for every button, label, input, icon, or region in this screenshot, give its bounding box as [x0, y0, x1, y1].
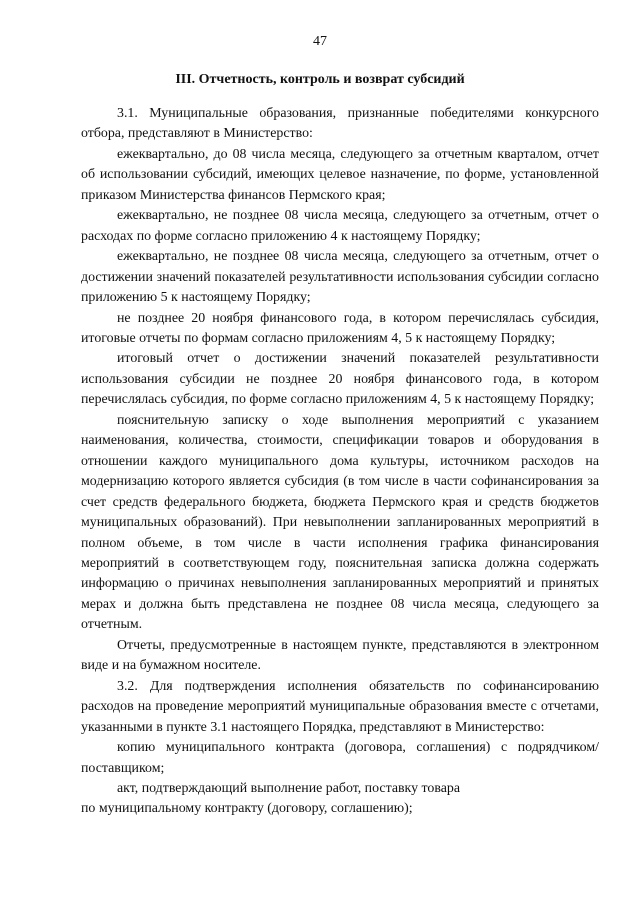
section-heading: III. Отчетность, контроль и возврат субсидий — [175, 72, 465, 87]
paragraph-quarterly-performance-report: ежеквартально, не позднее 08 числа месяца, следующего за отчетным, отчет о достижении значений показателей результативности использования субсидии согласно приложению 5 к настоящему Порядку; — [81, 249, 599, 306]
paragraph-act-confirmation: акт, подтверждающий выполнение работ, поставку товара — [117, 780, 460, 796]
paragraph-final-reports: не позднее 20 ноября финансового года, в котором перечислялась субсидия, итоговые отчеты по формам согласно приложениям 4, 5 к настоящему Порядку; — [81, 310, 599, 346]
paragraph-quarterly-expense-report: ежеквартально, не позднее 08 числа месяца, следующего за отчетным, отчет о расходах по форме согласно приложению 4 к настоящему Порядку; — [81, 208, 599, 244]
paragraph-3-1-intro: 3.1. Муниципальные образования, признанные победителями конкурсного отбора, представляют в Министерство: — [81, 106, 599, 142]
paragraph-final-performance-report: итоговый отчет о достижении значений показателей результативности использования субсидии не позднее 20 ноября финансового года, в котором перечислялась субсидия, по форме согласно приложениям 4, 5 к настоящему Порядку; — [81, 351, 599, 408]
paragraph-contract-copy: копию муниципального контракта (договора, соглашения) с подрядчиком/поставщиком; — [81, 740, 599, 776]
paragraph-quarterly-usage-report: ежеквартально, до 08 числа месяца, следующего за отчетным кварталом, отчет об использовании субсидий, имеющих целевое назначение, по форме, установленной приказом Министерства финансов Пермского края; — [81, 146, 599, 203]
paragraph-explanatory-note: пояснительную записку о ходе выполнения мероприятий с указанием наименования, количества, стоимости, спецификации товаров и оборудования в отношении каждого муниципального дома культуры, источником расходов на модернизацию которого является субсидия (в том числе в части софинансирования за счет средств федерального бюджета, бюджета Пермского края и средств бюджетов муниципальных образований). При невыполнении запланированных мероприятий в полном объеме, в том числе в части исполнения графика финансирования мероприятий в соответствующем году, пояснительная записка должна содержать информацию о причинах невыполнения запланированных мероприятий и принятых мерах и должна быть представлена не позднее 08 числа месяца, следующего за отчетным. — [81, 412, 599, 633]
paragraph-act-confirmation-continued: по муниципальному контракту (договору, соглашению); — [81, 801, 413, 817]
document-body — [81, 104, 599, 820]
paragraph-3-2-intro: 3.2. Для подтверждения исполнения обязательств по софинансированию расходов на проведение мероприятий муниципальные образования вместе с отчетами, указанными в пункте 3.1 настоящего Порядка, представляют в Министерство: — [81, 678, 599, 735]
page-number: 47 — [313, 34, 327, 49]
paragraph-report-format: Отчеты, предусмотренные в настоящем пункте, представляются в электронном виде и на бумажном носителе. — [81, 637, 599, 674]
